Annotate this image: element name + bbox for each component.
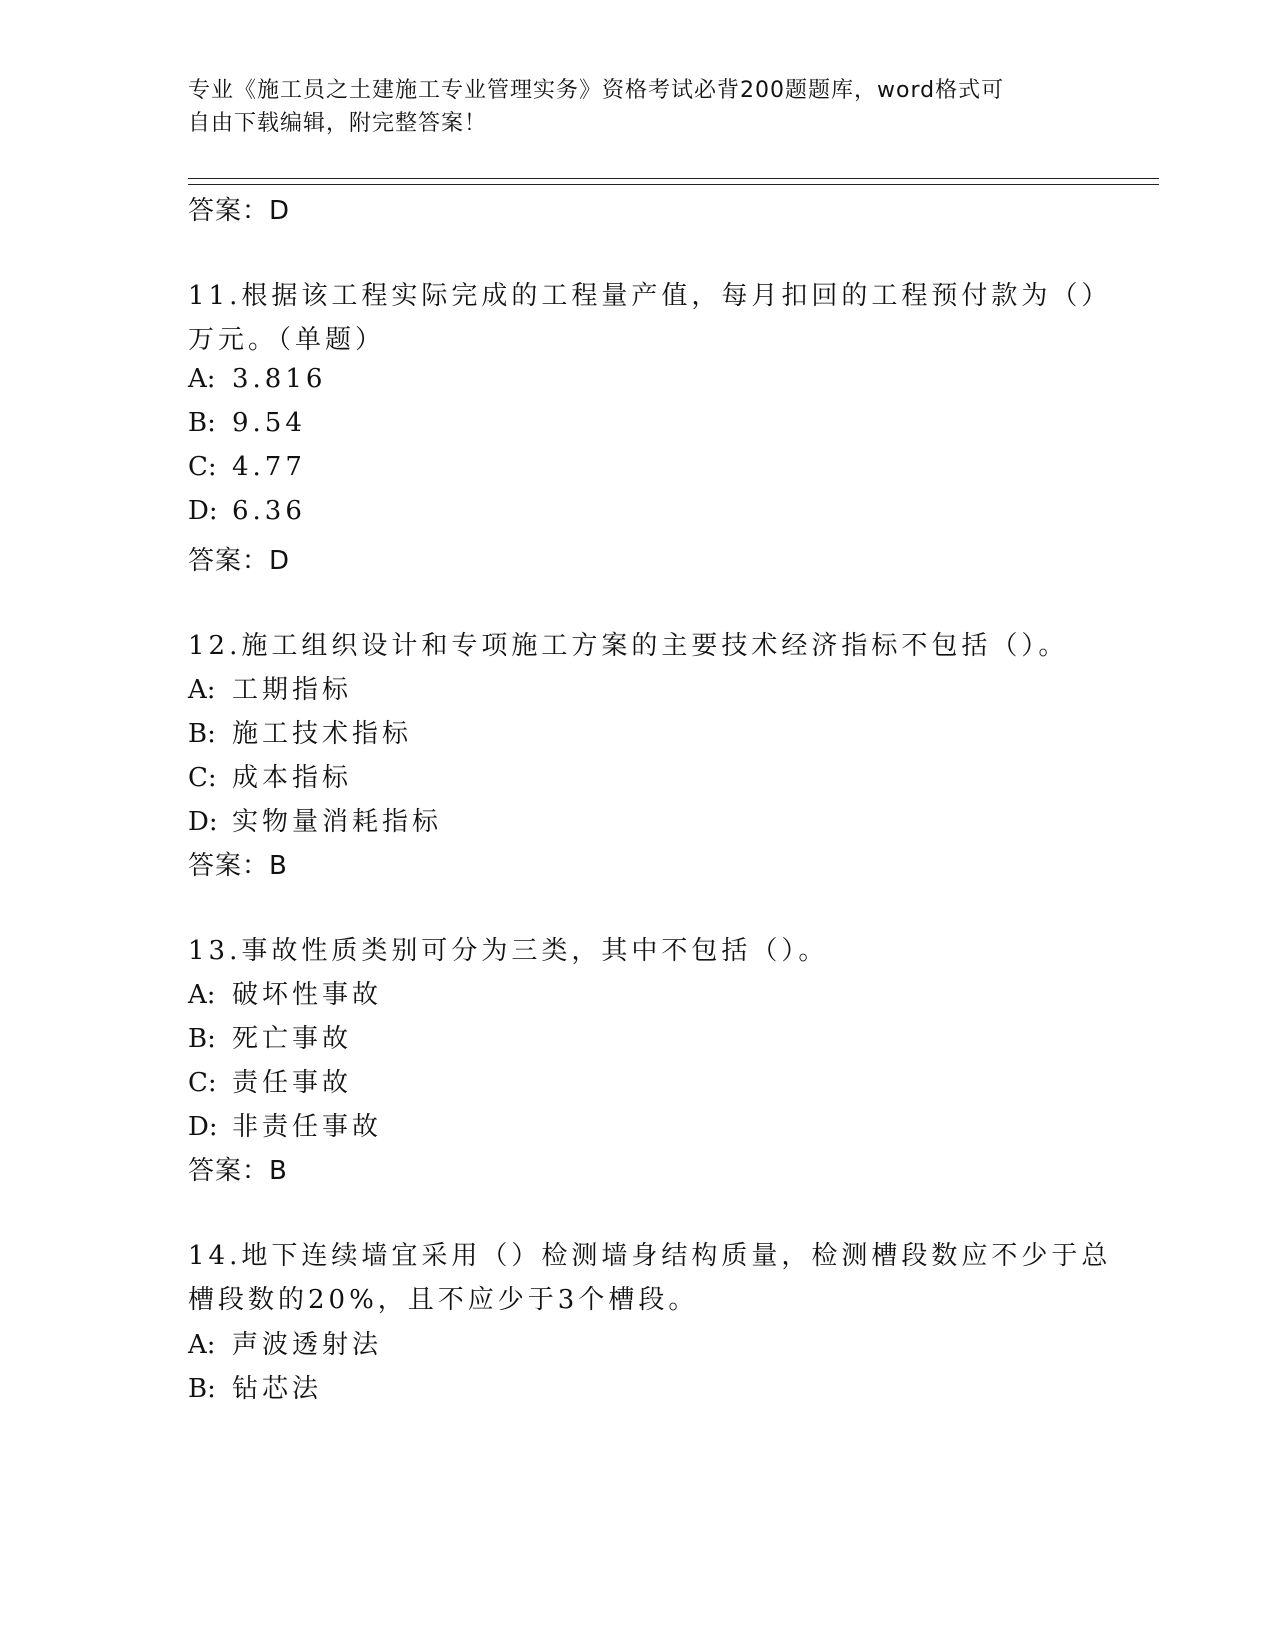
question-11-line-2: 万元。（单题） xyxy=(188,325,386,355)
option-text: 破坏性事故 xyxy=(232,980,383,1010)
question-12-answer: 答案：B xyxy=(188,851,288,881)
header-line-1: 专业《施工员之土建施工专业管理实务》资格考试必背200题题库，word格式可 xyxy=(188,78,1005,103)
option-key: C: xyxy=(188,763,217,793)
option-key: C: xyxy=(188,452,217,482)
question-11-option-a xyxy=(188,364,326,394)
question-14-option-a xyxy=(188,1324,382,1361)
option-key: A: xyxy=(188,364,216,394)
option-text: 工期指标 xyxy=(232,675,353,705)
question-11-option-b xyxy=(188,408,306,438)
option-text: 施工技术指标 xyxy=(232,719,413,749)
option-key: A: xyxy=(188,980,216,1010)
question-13-option-c xyxy=(188,1062,352,1099)
option-text: 非责任事故 xyxy=(232,1112,383,1142)
question-11-line-1: 11.根据该工程实际完成的工程量产值，每月扣回的工程预付款为（） xyxy=(188,281,1112,311)
question-11-option-d xyxy=(188,496,306,526)
option-text: 声波透射法 xyxy=(232,1330,383,1360)
answer-previous: 答案：D xyxy=(188,196,291,226)
question-11-answer: 答案：D xyxy=(188,546,291,576)
option-key: B: xyxy=(188,1024,216,1054)
option-key: D: xyxy=(188,496,218,526)
option-text: 4.77 xyxy=(232,452,306,482)
option-key: B: xyxy=(188,1374,216,1404)
question-13-option-b xyxy=(188,1018,352,1055)
question-13-line-1: 13.事故性质类别可分为三类，其中不包括（）。 xyxy=(188,936,829,966)
option-key: B: xyxy=(188,408,216,438)
header-double-rule xyxy=(188,178,1159,185)
question-11-option-c xyxy=(188,452,306,482)
option-text: 成本指标 xyxy=(232,763,353,793)
question-13-option-a xyxy=(188,974,382,1011)
question-14-option-b xyxy=(188,1368,322,1405)
option-key: C: xyxy=(188,1068,217,1098)
option-text: 3.816 xyxy=(232,364,327,394)
option-key: B: xyxy=(188,719,216,749)
question-14-line-2: 槽段数的20%，且不应少于3个槽段。 xyxy=(188,1285,699,1315)
question-14-line-1: 14.地下连续墙宜采用（）检测墙身结构质量，检测槽段数应不少于总 xyxy=(188,1241,1112,1271)
option-text: 钻芯法 xyxy=(232,1374,323,1404)
option-key: D: xyxy=(188,1112,218,1142)
option-text: 实物量消耗指标 xyxy=(232,807,443,837)
option-key: A: xyxy=(188,675,216,705)
question-12-option-a xyxy=(188,669,352,706)
option-text: 死亡事故 xyxy=(232,1024,353,1054)
option-text: 9.54 xyxy=(232,408,306,438)
option-text: 6.36 xyxy=(232,496,306,526)
option-key: A: xyxy=(188,1330,216,1360)
page-header xyxy=(188,74,1088,140)
question-12-option-d xyxy=(188,801,442,838)
question-12-option-b xyxy=(188,713,412,750)
question-12-option-c xyxy=(188,757,352,794)
question-12-line-1: 12.施工组织设计和专项施工方案的主要技术经济指标不包括（）。 xyxy=(188,631,1069,661)
question-13-answer: 答案：B xyxy=(188,1156,288,1186)
question-13-option-d xyxy=(188,1106,382,1143)
option-text: 责任事故 xyxy=(232,1068,353,1098)
header-line-2: 自由下载编辑，附完整答案！ xyxy=(188,111,488,136)
option-key: D: xyxy=(188,807,218,837)
